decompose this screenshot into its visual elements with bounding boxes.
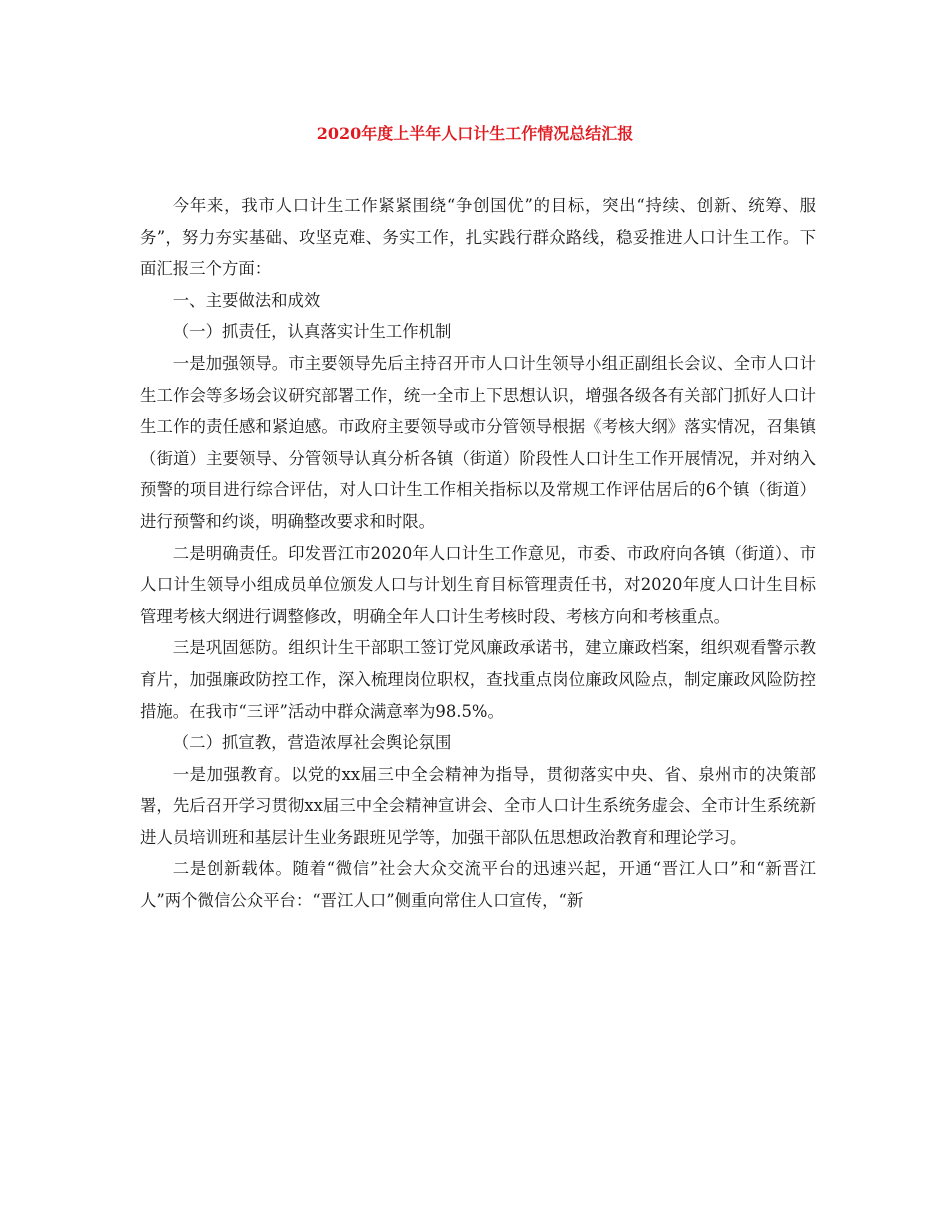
paragraph-education: 一是加强教育。以党的xx届三中全会精神为指导，贯彻落实中央、省、泉州市的决策部署，先后召开学习贯彻xx届三中全会精神宣讲会、全市人口计生系统务虚会、全市计生系统新进人员培训班和基层计生业务跟班见学等，加强干部队伍思想政治教育和理论学习。 <box>140 764 816 847</box>
subsection-heading-1: （一）抓责任，认真落实计生工作机制 <box>172 322 452 342</box>
subsection-heading-2: （二）抓宣教，营造浓厚社会舆论氛围 <box>172 733 452 753</box>
paragraph-carrier: 二是创新载体。随着“微信”社会大众交流平台的迅速兴起，开通“晋江人口”和“新晋江人”两个微信公众平台：“晋江人口”侧重向常住人口宣传，“新 <box>140 859 816 911</box>
section-heading-1: 一、主要做法和成效 <box>172 290 321 310</box>
paragraph-intro: 今年来，我市人口计生工作紧紧围绕“争创国优”的目标，突出“持续、创新、统筹、服务”，努力夯实基础、攻坚克难、务实工作，扎实践行群众路线，稳妥推进人口计生工作。下面汇报三个方面： <box>140 196 816 279</box>
document-body <box>140 190 816 917</box>
paragraph-responsibility: 二是明确责任。印发晋江市2020年人口计生工作意见，市委、市政府向各镇（街道）、市人口计生领导小组成员单位颁发人口与计划生育目标管理责任书，对2020年度人口计生目标管理考核大纲进行调整修改，明确全年人口计生考核时段、考核方向和考核重点。 <box>140 543 816 626</box>
paragraph-leadership: 一是加强领导。市主要领导先后主持召开市人口计生领导小组正副组长会议、全市人口计生工作会等多场会议研究部署工作，统一全市上下思想认识，增强各级各有关部门抓好人口计生工作的责任感和紧迫感。市政府主要领导或市分管领导根据《考核大纲》落实情况，召集镇（街道）主要领导、分管领导认真分析各镇（街道）阶段性人口计生工作开展情况，并对纳入预警的项目进行综合评估，对人口计生工作相关指标以及常规工作评估居后的6个镇（街道）进行预警和约谈，明确整改要求和时限。 <box>140 353 816 531</box>
paragraph-prevention: 三是巩固惩防。组织计生干部职工签订党风廉政承诺书，建立廉政档案，组织观看警示教育片，加强廉政防控工作，深入梳理岗位职权，查找重点岗位廉政风险点，制定廉政风险防控措施。在我市“三评”活动中群众满意率为98.5%。 <box>140 638 816 721</box>
document-title: 2020年度上半年人口计生工作情况总结汇报 <box>316 124 634 143</box>
